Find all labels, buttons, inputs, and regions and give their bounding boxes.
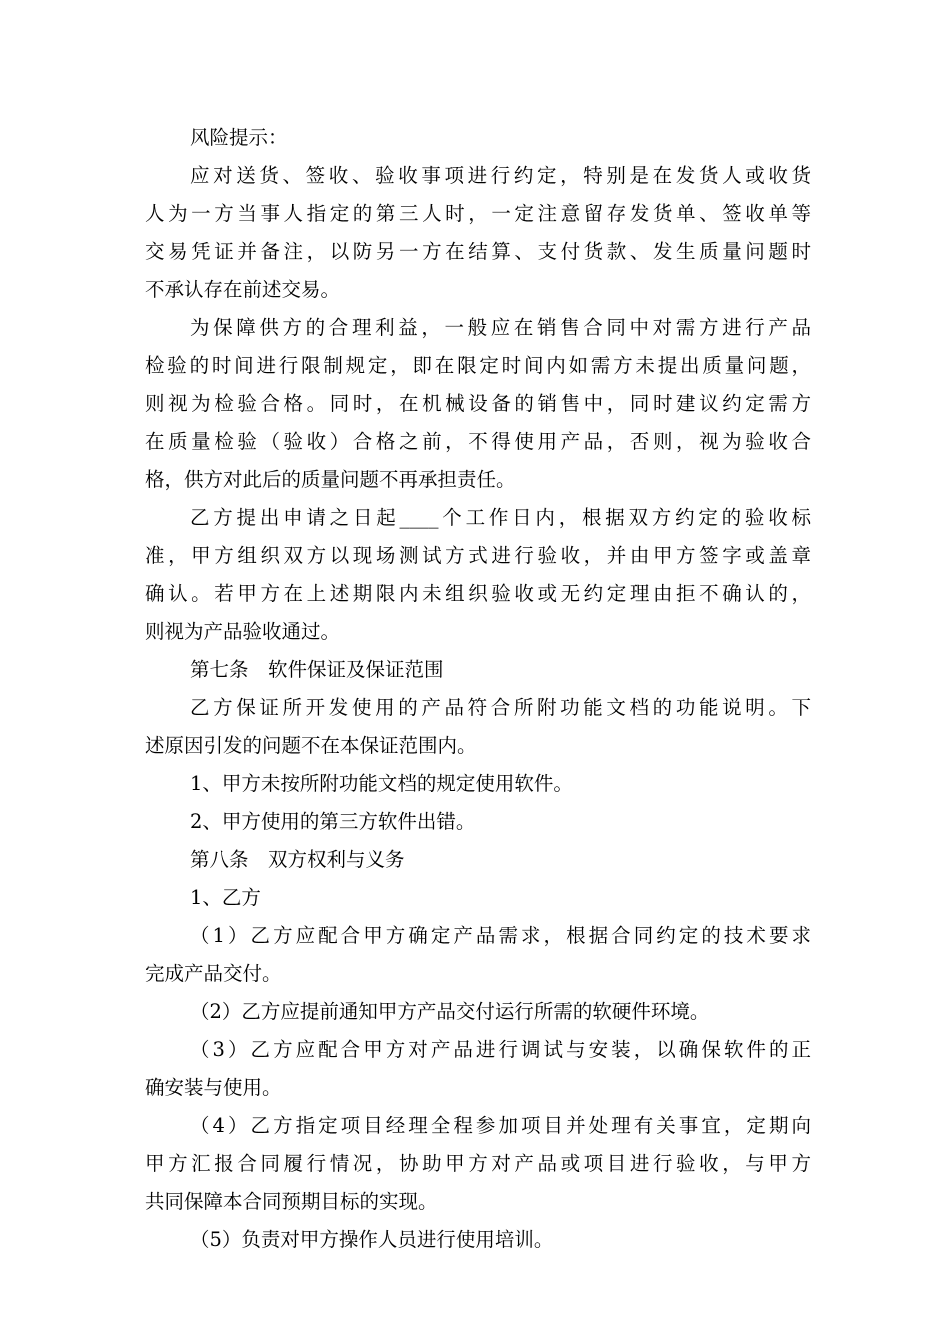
text-line: 应对送货、签收、验收事项进行约定，特别是在发货人或收货	[190, 164, 811, 187]
text-line: 甲方汇报合同履行情况，协助甲方对产品或项目进行验收，与甲方	[145, 1152, 811, 1175]
text-line: （2）乙方应提前通知甲方产品交付运行所需的软硬件环境。	[190, 1000, 710, 1023]
text-line: （1）乙方应配合甲方确定产品需求，根据合同约定的技术要求	[190, 924, 811, 947]
text-line: （4）乙方指定项目经理全程参加项目并处理有关事宜，定期向	[190, 1114, 811, 1137]
text-line: 共同保障本合同预期目标的实现。	[145, 1190, 438, 1213]
text-line: 第八条 双方权利与义务	[190, 848, 405, 871]
text-line: 乙方保证所开发使用的产品符合所附功能文档的功能说明。下	[190, 696, 811, 719]
text-line: 风险提示：	[190, 126, 288, 149]
text-line: （5）负责对甲方操作人员进行使用培训。	[190, 1228, 554, 1251]
text-line: 检验的时间进行限制规定，即在限定时间内如需方未提出质量问题，	[145, 354, 811, 377]
text-line: （3）乙方应配合甲方对产品进行调试与安装，以确保软件的正	[190, 1038, 811, 1061]
text-line: 确安装与使用。	[145, 1076, 282, 1099]
text-line: 1、乙方	[190, 886, 261, 909]
text-line: 准，甲方组织双方以现场测试方式进行验收，并由甲方签字或盖章	[145, 544, 811, 567]
text-line: 第七条 软件保证及保证范围	[190, 658, 444, 681]
text-line: 交易凭证并备注，以防另一方在结算、支付货款、发生质量问题时	[145, 240, 811, 263]
text-line: 不承认存在前述交易。	[145, 278, 341, 301]
text-line: 格，供方对此后的质量问题不再承担责任。	[145, 468, 516, 491]
text-line: 在质量检验（验收）合格之前，不得使用产品，否则，视为验收合	[145, 430, 811, 453]
text-line: 确认。若甲方在上述期限内未组织验收或无约定理由拒不确认的，	[145, 582, 811, 605]
text-line: 1、甲方未按所附功能文档的规定使用软件。	[190, 772, 573, 795]
text-line: 则视为产品验收通过。	[145, 620, 341, 643]
document-page	[145, 119, 811, 1259]
text-line: 人为一方当事人指定的第三人时，一定注意留存发货单、签收单等	[145, 202, 811, 225]
text-line: 2、甲方使用的第三方软件出错。	[190, 810, 476, 833]
text-line: 完成产品交付。	[145, 962, 282, 985]
text-line: 为保障供方的合理利益，一般应在销售合同中对需方进行产品	[190, 316, 811, 339]
text-line: 述原因引发的问题不在本保证范围内。	[145, 734, 477, 757]
text-line: 则视为检验合格。同时，在机械设备的销售中，同时建议约定需方	[145, 392, 811, 415]
text-line: 乙方提出申请之日起____个工作日内，根据双方约定的验收标	[190, 506, 811, 529]
